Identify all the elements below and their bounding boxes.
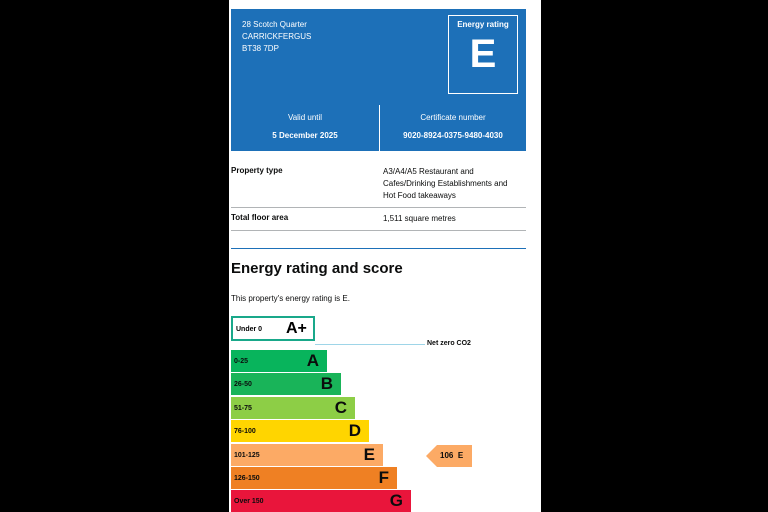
band-range: Over 150 (234, 498, 264, 505)
band-range: 26-50 (234, 381, 252, 388)
band-letter: E (363, 445, 375, 464)
floor-area-label: Total floor area (231, 213, 289, 222)
band-letter: C (334, 398, 347, 417)
valid-until-cell (231, 105, 379, 151)
current-rating-text (440, 451, 463, 460)
address-line: CARRICKFERGUS (242, 32, 312, 41)
band-f (231, 467, 397, 489)
band-d (231, 420, 369, 442)
property-type-value (383, 166, 526, 202)
property-type-line: A3/A4/A5 Restaurant and (383, 167, 474, 176)
section-heading: Energy rating and score (231, 260, 403, 277)
band-letter: G (389, 491, 403, 510)
certificate-info (231, 105, 526, 151)
certificate-number-label: Certificate number (420, 113, 486, 122)
band-letter: B (320, 374, 333, 393)
address-line: BT38 7DP (242, 44, 279, 53)
band-range: 51-75 (234, 405, 252, 412)
section-divider (231, 248, 526, 249)
current-letter: E (457, 451, 464, 460)
property-address (242, 19, 311, 55)
current-score: 106 (440, 451, 454, 460)
band-b (231, 373, 341, 395)
band-a (231, 350, 327, 372)
property-type-line: Cafes/Drinking Establishments and (383, 179, 508, 188)
energy-rating-label: Energy rating (457, 20, 509, 29)
net-zero-line (315, 344, 425, 345)
rating-intro-text: This property's energy rating is E. (231, 294, 350, 303)
address-line: 28 Scotch Quarter (242, 20, 307, 29)
property-type-line: Hot Food takeaways (383, 191, 456, 200)
floor-area-value: 1,511 square metres (383, 214, 456, 223)
certificate-number-value: 9020-8924-0375-9480-4030 (403, 131, 503, 140)
band-c (231, 397, 355, 419)
energy-rating-letter: E (469, 32, 497, 76)
band-e (231, 444, 383, 466)
band-range: 126-150 (234, 475, 260, 482)
energy-rating-badge (448, 15, 518, 94)
band-letter: A (306, 351, 319, 370)
band-letter: D (348, 421, 361, 440)
net-zero-label: Net zero CO2 (427, 340, 471, 347)
valid-until-value: 5 December 2025 (272, 131, 338, 140)
header-panel (231, 9, 526, 105)
band-range: 101-125 (234, 452, 260, 459)
certificate-page (229, 0, 541, 512)
band-range: Under 0 (236, 326, 263, 333)
band-letter: A+ (286, 320, 307, 337)
band-aplus (231, 316, 315, 341)
property-type-label: Property type (231, 166, 283, 175)
band-range: 76-100 (234, 428, 256, 435)
band-g (231, 490, 411, 512)
valid-until-label: Valid until (287, 113, 323, 122)
floor-area-row (231, 207, 526, 231)
band-letter: F (378, 468, 389, 487)
property-type-row (231, 160, 526, 208)
band-range: 0-25 (234, 358, 249, 365)
certificate-number-cell (380, 105, 526, 151)
